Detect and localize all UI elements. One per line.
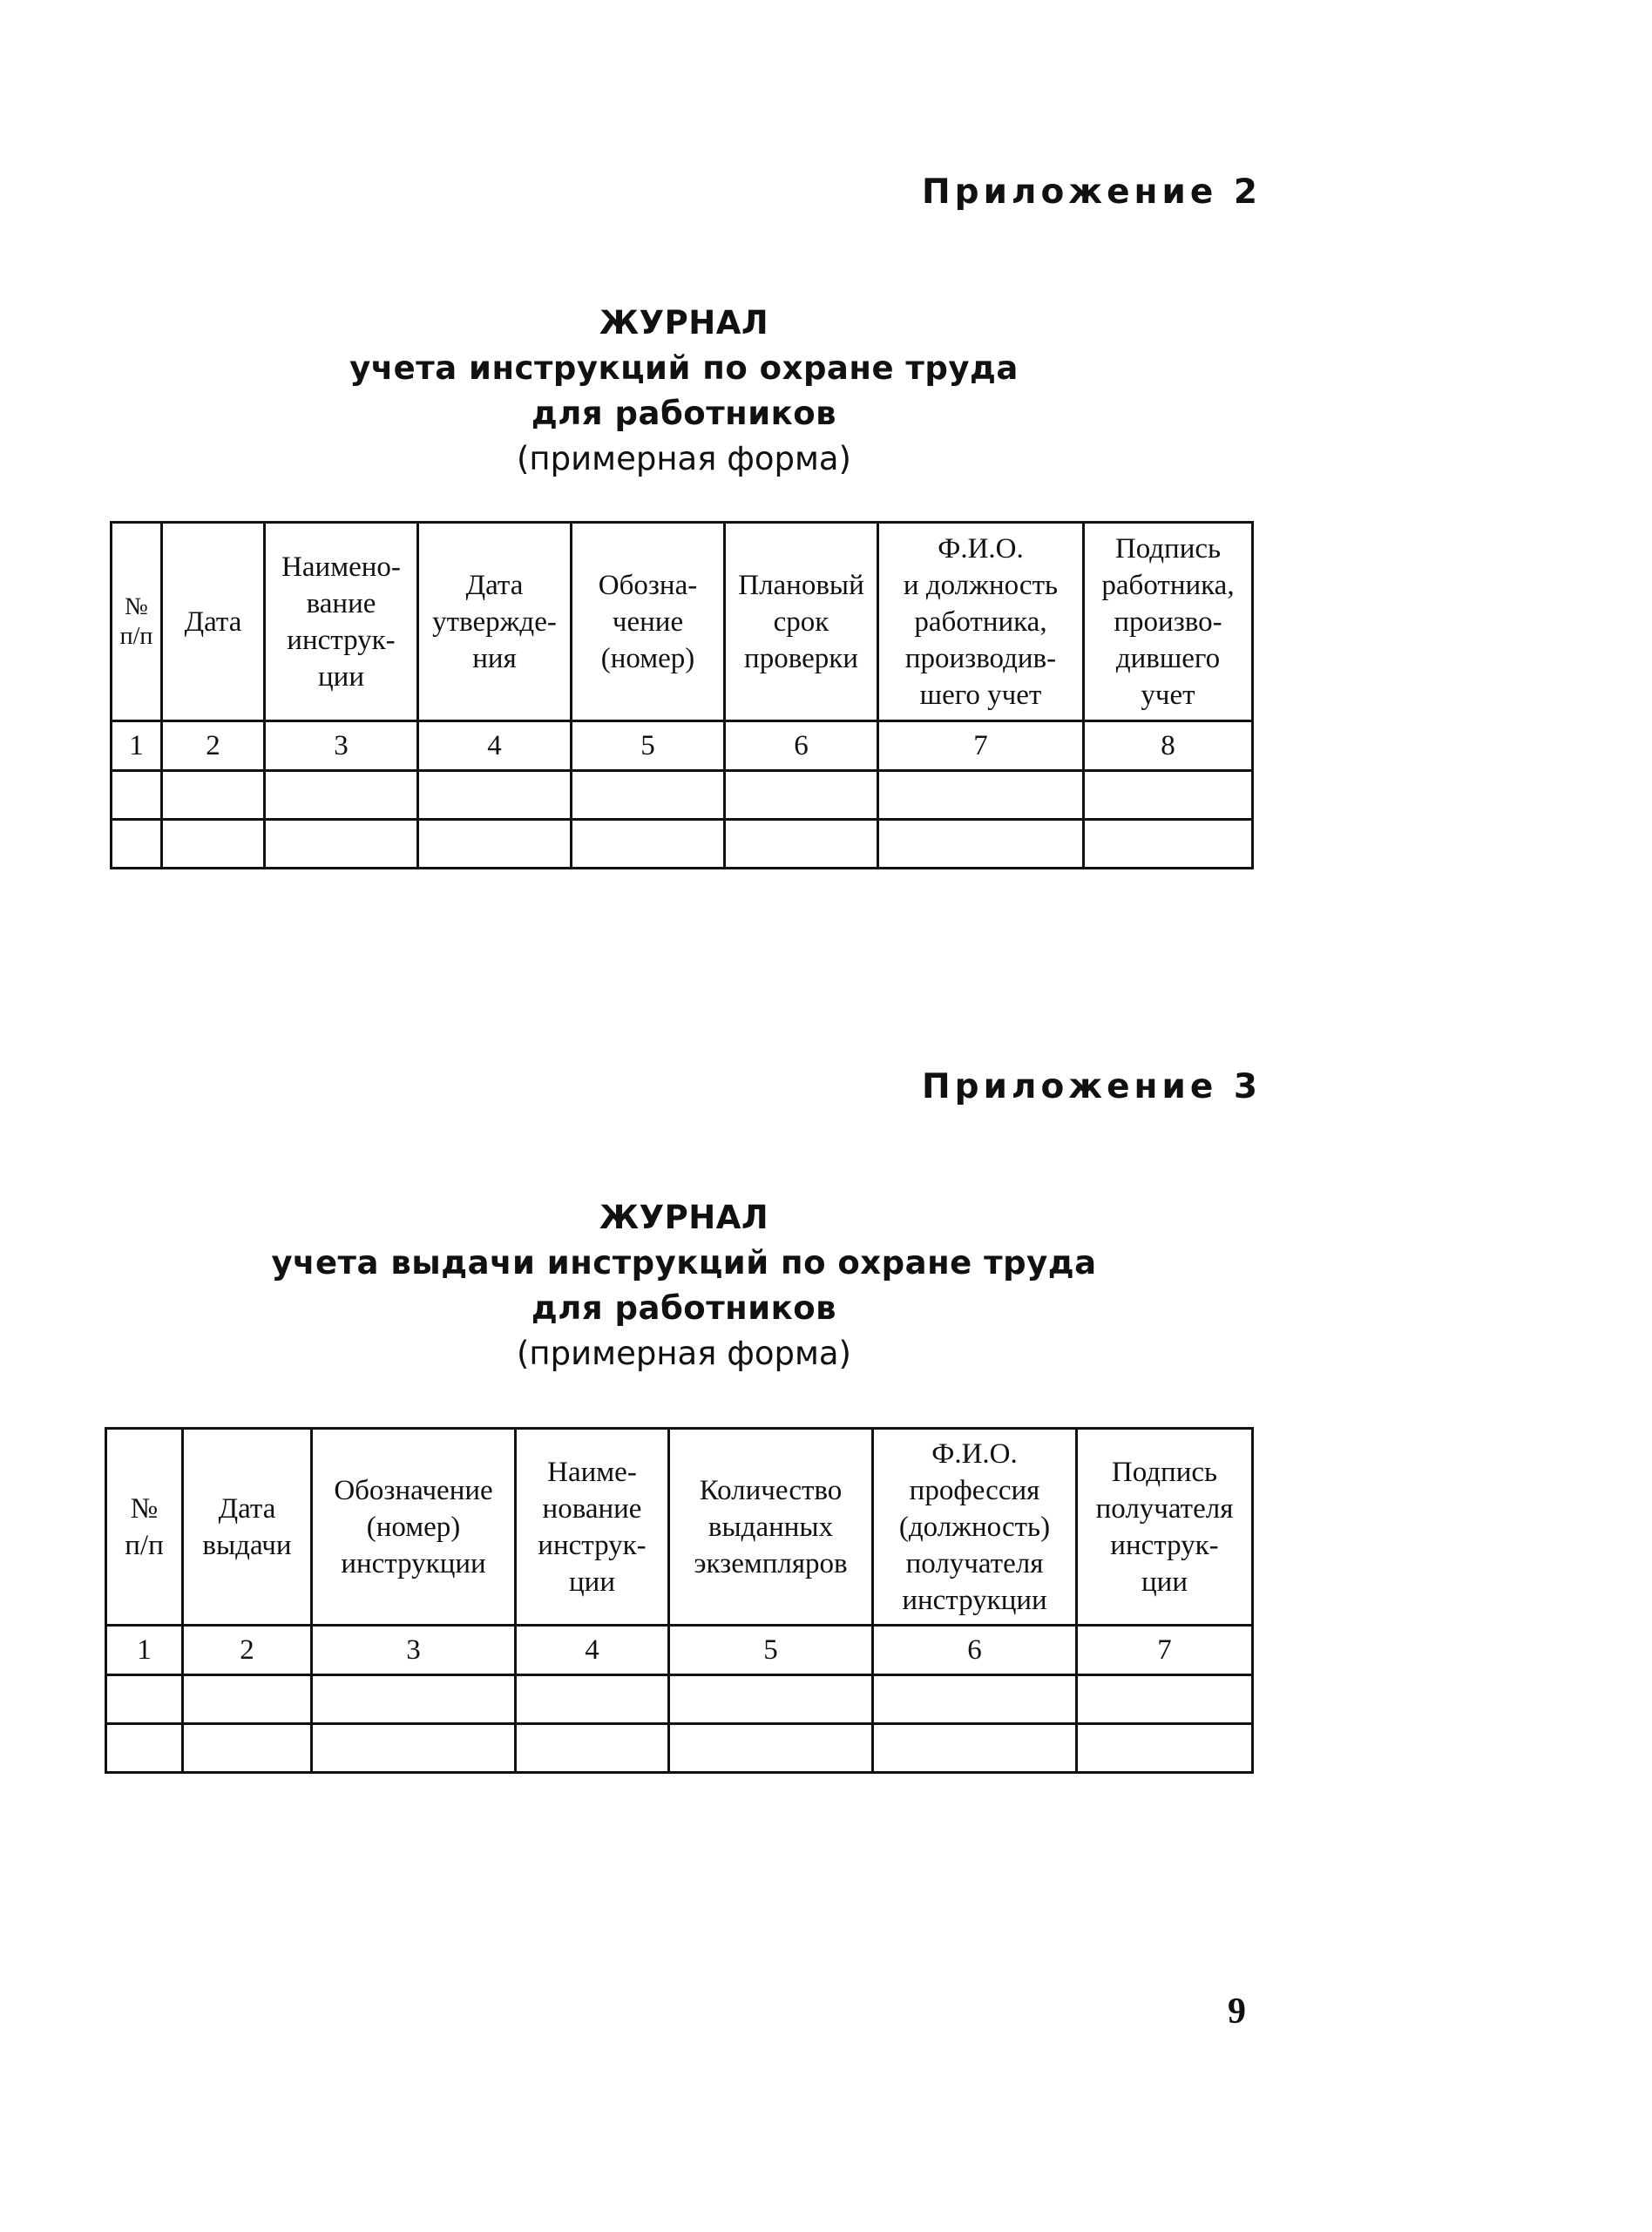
journal-2-subtitle-line2: для работников — [531, 1289, 837, 1327]
empty-cell — [312, 1675, 516, 1724]
column-number-cell: 7 — [878, 721, 1084, 771]
journal-1-form-note: (примерная форма) — [517, 440, 851, 477]
column-number-cell: 8 — [1084, 721, 1253, 771]
empty-cell — [1084, 820, 1253, 869]
header-cell: Дата утвержде- ния — [418, 523, 572, 721]
header-cell: Подпись работника, произво- дившего учет — [1084, 523, 1253, 721]
empty-cell — [516, 1724, 669, 1773]
journal-2-table — [105, 1427, 1254, 1774]
column-number-cell: 2 — [162, 721, 265, 771]
appendix-2-label: Приложение 2 — [922, 172, 1262, 212]
journal-2-heading — [0, 1195, 1368, 1376]
header-cell: Плановый срок проверки — [725, 523, 878, 721]
empty-cell — [162, 771, 265, 820]
journal-1-heading — [0, 301, 1368, 482]
empty-cell — [106, 1675, 183, 1724]
table-row — [112, 820, 1253, 869]
empty-cell — [418, 820, 572, 869]
empty-cell — [162, 820, 265, 869]
header-cell: Дата — [162, 523, 265, 721]
empty-cell — [418, 771, 572, 820]
header-cell: Наиме- нование инструк- ции — [516, 1429, 669, 1626]
empty-cell — [1077, 1675, 1253, 1724]
header-cell: Обозначение (номер) инструкции — [312, 1429, 516, 1626]
table-row — [106, 1724, 1253, 1773]
column-number-cell: 1 — [112, 721, 162, 771]
empty-cell — [873, 1724, 1077, 1773]
column-number-cell: 6 — [873, 1626, 1077, 1675]
empty-cell — [725, 771, 878, 820]
table-row — [112, 771, 1253, 820]
column-number-cell: 6 — [725, 721, 878, 771]
table-row — [106, 1675, 1253, 1724]
journal-2-title: ЖУРНАЛ — [599, 1199, 769, 1236]
header-cell: Обозна- чение (номер) — [572, 523, 725, 721]
empty-cell — [873, 1675, 1077, 1724]
empty-cell — [878, 771, 1084, 820]
empty-cell — [312, 1724, 516, 1773]
column-number-cell: 3 — [312, 1626, 516, 1675]
empty-cell — [265, 820, 418, 869]
appendix-3-label: Приложение 3 — [922, 1067, 1262, 1106]
empty-cell — [725, 820, 878, 869]
journal-1-title: ЖУРНАЛ — [599, 304, 769, 342]
empty-cell — [572, 820, 725, 869]
header-cell: № п/п — [112, 523, 162, 721]
empty-cell — [516, 1675, 669, 1724]
column-number-cell: 2 — [183, 1626, 312, 1675]
header-cell: Количество выданных экземпляров — [669, 1429, 873, 1626]
journal-2-subtitle-line1: учета выдачи инструкций по охране труда — [271, 1244, 1097, 1282]
column-number-cell: 1 — [106, 1626, 183, 1675]
empty-cell — [106, 1724, 183, 1773]
empty-cell — [183, 1675, 312, 1724]
empty-cell — [183, 1724, 312, 1773]
column-number-cell: 4 — [516, 1626, 669, 1675]
header-cell: Подпись получателя инструк- ции — [1077, 1429, 1253, 1626]
empty-cell — [669, 1675, 873, 1724]
journal-2-column-number-row — [106, 1626, 1253, 1675]
journal-1-header-row — [112, 523, 1253, 721]
header-cell: № п/п — [106, 1429, 183, 1626]
journal-2-header-row — [106, 1429, 1253, 1626]
header-cell: Ф.И.О. и должность работника, производив- шего учет — [878, 523, 1084, 721]
journal-1-subtitle-line2: для работников — [531, 395, 837, 432]
empty-cell — [878, 820, 1084, 869]
journal-1-table — [110, 521, 1254, 869]
header-cell: Дата выдачи — [183, 1429, 312, 1626]
journal-1-subtitle-line1: учета инструкций по охране труда — [349, 349, 1019, 387]
empty-cell — [1077, 1724, 1253, 1773]
page-number: 9 — [1228, 1992, 1246, 2032]
journal-1-column-number-row — [112, 721, 1253, 771]
column-number-cell: 4 — [418, 721, 572, 771]
empty-cell — [112, 771, 162, 820]
journal-2-form-note: (примерная форма) — [517, 1335, 851, 1372]
column-number-cell: 5 — [669, 1626, 873, 1675]
column-number-cell: 3 — [265, 721, 418, 771]
header-cell: Ф.И.О. профессия (должность) получателя инструкции — [873, 1429, 1077, 1626]
empty-cell — [1084, 771, 1253, 820]
empty-cell — [669, 1724, 873, 1773]
empty-cell — [112, 820, 162, 869]
column-number-cell: 5 — [572, 721, 725, 771]
column-number-cell: 7 — [1077, 1626, 1253, 1675]
empty-cell — [572, 771, 725, 820]
empty-cell — [265, 771, 418, 820]
header-cell: Наимено- вание инструк- ции — [265, 523, 418, 721]
